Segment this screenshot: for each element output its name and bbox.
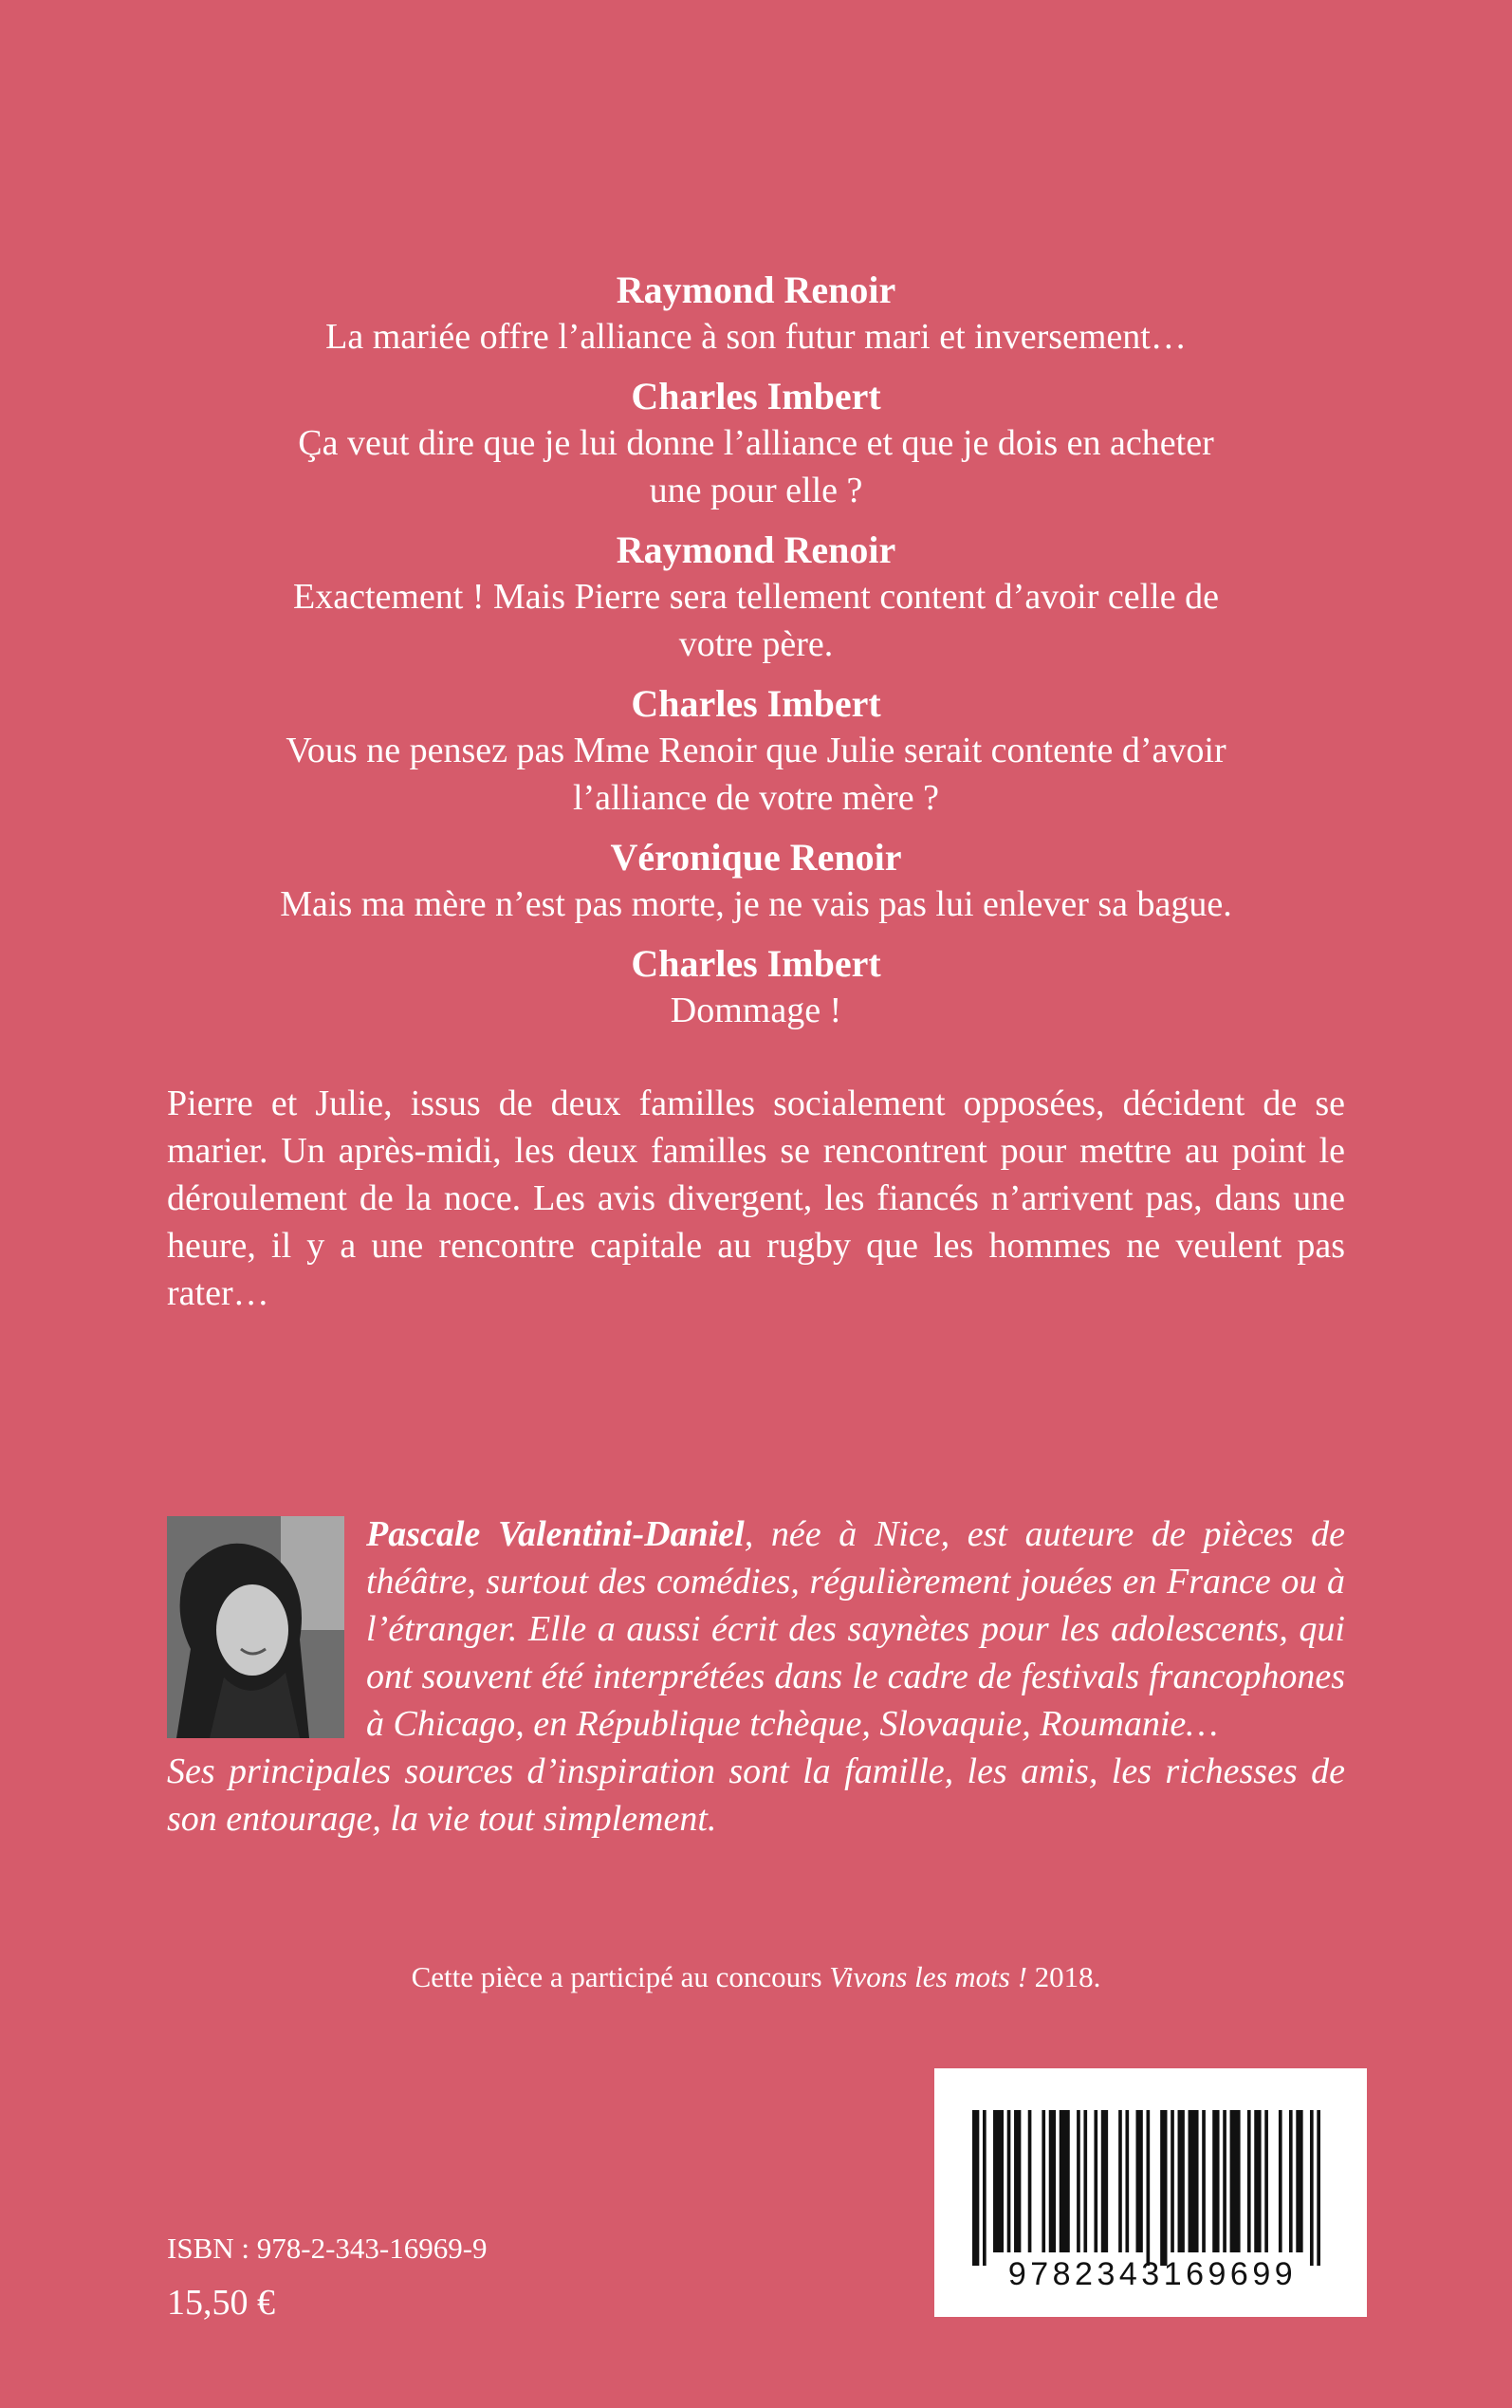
barcode-bar xyxy=(1042,2110,1045,2252)
barcode-bar xyxy=(1007,2110,1011,2252)
contest-note xyxy=(142,1958,1370,1996)
speaker-name: Charles Imbert xyxy=(631,375,881,417)
author-name: Pascale Valentini-Daniel xyxy=(366,1514,745,1554)
price: 15,50 € xyxy=(167,2283,275,2323)
barcode-bar xyxy=(1279,2110,1282,2252)
barcode-bar xyxy=(1317,2110,1320,2266)
barcode xyxy=(934,2068,1367,2317)
dialogue-line: La mariée offre l’alliance à son futur mari et inversement… xyxy=(325,317,1187,357)
speaker-name: Véronique Renoir xyxy=(610,836,902,879)
dialogue-line: votre père. xyxy=(678,624,834,664)
speaker-name: Raymond Renoir xyxy=(616,269,896,311)
barcode-bar xyxy=(1171,2110,1174,2252)
barcode-bar xyxy=(1049,2110,1056,2252)
barcode-bar xyxy=(1060,2110,1070,2252)
dialogue-exchange xyxy=(142,528,1370,668)
contest-title: Vivons les mots ! xyxy=(829,1960,1027,1993)
author-bio-text: , née à Nice, est auteure de pièces de théâtre, surtout des comédies, régulièrement jouées en France ou à l’étranger. Elle a aussi écrit des saynètes pour les adolescents, qui ont souvent été interprétées dans le cadre de festivals francophones à Chicago, en République tchèque, Slovaquie, Roumanie… xyxy=(366,1514,1346,1744)
barcode-digits: 9782343169699 xyxy=(1007,2256,1298,2292)
dialogue-line: Vous ne pensez pas Mme Renoir que Julie serait contente d’avoir xyxy=(286,731,1226,770)
dialogue-exchange xyxy=(142,835,1370,928)
barcode-bar xyxy=(1230,2110,1241,2252)
synopsis: Pierre et Julie, issus de deux familles socialement opposées, décident de se marier. Un après-midi, les deux familles se rencontrent pour mettre au point le déroulement de la noce. Les avis divergent, les fiancés n’arrivent pas, dans une heure, il y a une rencontre capitale au rugby que les hommes ne veulent pas rater… xyxy=(167,1084,1345,1313)
barcode-bar xyxy=(1147,2110,1151,2266)
speaker-name: Raymond Renoir xyxy=(616,528,896,571)
barcode-bar xyxy=(1101,2110,1108,2252)
dialogue-line: l’alliance de votre mère ? xyxy=(572,778,940,818)
speaker-name: Charles Imbert xyxy=(631,942,881,985)
barcode-bar xyxy=(1178,2110,1185,2252)
barcode-bar xyxy=(1083,2110,1087,2252)
barcode-bar xyxy=(1125,2110,1129,2252)
barcode-bar xyxy=(1118,2110,1122,2252)
author-inspiration-text: Ses principales sources d’inspiration sont la famille, les amis, les richesses de son entourage, la vie tout simplement. xyxy=(167,1751,1345,1839)
barcode-bar xyxy=(1028,2110,1032,2252)
barcode-bar xyxy=(1189,2110,1199,2252)
author-bio xyxy=(167,1510,1345,1843)
barcode-bar xyxy=(1135,2110,1142,2252)
isbn: ISBN : 978-2-343-16969-9 xyxy=(167,2232,488,2265)
barcode-bar xyxy=(1247,2110,1251,2252)
dialogue-exchange xyxy=(142,268,1370,361)
dialogue-line: Exactement ! Mais Pierre sera tellement content d’avoir celle de xyxy=(293,577,1219,617)
contest-prefix: Cette pièce a participé au concours xyxy=(411,1960,830,1993)
barcode-bar xyxy=(1202,2110,1206,2252)
barcode-bar xyxy=(983,2110,986,2266)
dialogue-line: une pour elle ? xyxy=(649,471,863,510)
barcode-bar xyxy=(1160,2110,1167,2266)
barcode-bar xyxy=(1310,2110,1314,2266)
speaker-name: Charles Imbert xyxy=(631,682,881,725)
dialogue-exchange xyxy=(142,681,1370,822)
barcode-bar xyxy=(972,2110,979,2266)
dialogue-exchange xyxy=(142,941,1370,1034)
barcode-bar xyxy=(1296,2110,1302,2252)
barcode-bar xyxy=(1212,2110,1219,2252)
contest-year: 2018. xyxy=(1026,1960,1101,1993)
dialogue-excerpt xyxy=(142,268,1370,1047)
barcode-bar xyxy=(1077,2110,1080,2252)
barcode-bar xyxy=(1289,2110,1293,2252)
barcode-bar xyxy=(1223,2110,1226,2252)
barcode-bar xyxy=(1264,2110,1268,2252)
barcode-bars xyxy=(972,2110,1331,2266)
dialogue-exchange xyxy=(142,374,1370,514)
barcode-bar xyxy=(993,2110,1004,2252)
barcode-bar xyxy=(1094,2110,1097,2252)
barcode-bar xyxy=(1014,2110,1021,2252)
dialogue-line: Dommage ! xyxy=(670,991,842,1030)
dialogue-line: Mais ma mère n’est pas morte, je ne vais pas lui enlever sa bague. xyxy=(280,884,1232,924)
dialogue-line: Ça veut dire que je lui donne l’alliance et que je dois en acheter xyxy=(298,423,1214,463)
barcode-bar xyxy=(1254,2110,1261,2252)
